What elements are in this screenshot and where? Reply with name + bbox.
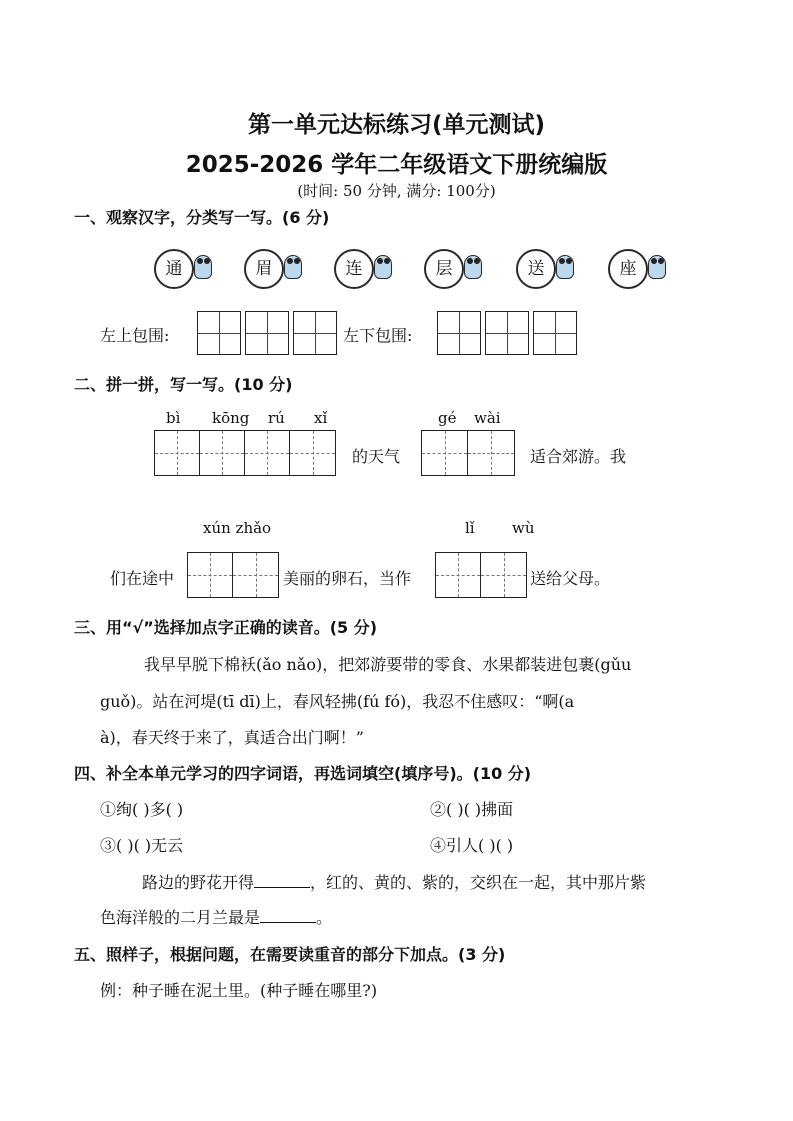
- fill-sentence-line-2: [100, 905, 332, 928]
- writing-box[interactable]: [533, 311, 577, 355]
- idiom-question-4[interactable]: ④引人( )( ): [430, 836, 514, 855]
- pinyin: rú: [268, 409, 285, 427]
- snail-char-3: 连: [334, 243, 396, 293]
- snail-char-6: 座: [608, 243, 670, 293]
- text: 适合郊游。我: [530, 447, 627, 466]
- section-2-heading: 二、拼一拼，写一写。(10 分): [74, 375, 293, 394]
- text: 美丽的卵石，当作: [283, 569, 412, 588]
- pinyin: lǐ: [465, 519, 475, 537]
- idiom-question-1[interactable]: ①绚( )多( ): [100, 800, 184, 819]
- writing-box[interactable]: [485, 311, 529, 355]
- answer-grid-gewai[interactable]: [421, 430, 515, 476]
- pinyin: wù: [512, 519, 535, 537]
- passage-line: guǒ)。站在河堤(tī dī)上，春风轻拂(fú fó)，我忍不住感叹：“啊(a: [100, 692, 575, 711]
- pinyin: gé: [438, 409, 457, 427]
- writing-cell[interactable]: [290, 431, 335, 475]
- section-4-heading: 四、补全本单元学习的四字词语，再选词填空(填序号)。(10 分): [74, 764, 532, 783]
- answer-grid-xunzhao[interactable]: [187, 552, 279, 598]
- pinyin: xǐ: [314, 409, 328, 427]
- exam-info: (时间: 50 分钟, 满分: 100分): [297, 182, 496, 200]
- pinyin: kōng: [212, 409, 250, 427]
- pinyin: wài: [474, 409, 501, 427]
- writing-cell[interactable]: [233, 553, 278, 597]
- writing-cell[interactable]: [436, 553, 481, 597]
- example-sentence: 例：种子睡在泥土里。(种子睡在哪里?): [100, 981, 378, 1000]
- writing-cell[interactable]: [468, 431, 514, 475]
- page-title: 第一单元达标练习(单元测试): [247, 112, 546, 138]
- answer-grid-liwu[interactable]: [435, 552, 527, 598]
- text: 路边的野花开得: [142, 873, 255, 892]
- pinyin: bì: [166, 409, 181, 427]
- idiom-question-2[interactable]: ②( )( )拂面: [430, 800, 514, 819]
- section-3-heading: 三、用“√”选择加点字正确的读音。(5 分): [74, 618, 378, 637]
- writing-cell[interactable]: [155, 431, 200, 475]
- pinyin: xún zhǎo: [203, 519, 272, 537]
- writing-box[interactable]: [245, 311, 289, 355]
- snail-char-4: 层: [424, 243, 486, 293]
- label-lower-left-enclosure: 左下包围:: [343, 326, 413, 345]
- page-subtitle: 2025-2026 学年二年级语文下册统编版: [185, 152, 608, 178]
- snail-char-5: 送: [516, 243, 578, 293]
- writing-cell[interactable]: [188, 553, 233, 597]
- writing-cell[interactable]: [422, 431, 468, 475]
- text: 。: [316, 908, 333, 927]
- snail-char-1: 通: [154, 243, 216, 293]
- writing-box[interactable]: [437, 311, 481, 355]
- label-upper-left-enclosure: 左上包围:: [100, 326, 170, 345]
- snail-char-2: 眉: [244, 243, 306, 293]
- writing-box[interactable]: [293, 311, 337, 355]
- writing-cell[interactable]: [200, 431, 245, 475]
- section-5-heading: 五、照样子，根据问题，在需要读重音的部分下加点。(3 分): [74, 945, 506, 964]
- writing-cell[interactable]: [481, 553, 526, 597]
- passage-line: à)，春天终于来了，真适合出门啊！”: [100, 728, 364, 747]
- fill-blank[interactable]: [260, 908, 316, 923]
- writing-cell[interactable]: [245, 431, 290, 475]
- text: 的天气: [352, 447, 401, 466]
- idiom-question-3[interactable]: ③( )( )无云: [100, 836, 184, 855]
- answer-grid-upper-left[interactable]: [197, 311, 337, 355]
- answer-grid-lower-left[interactable]: [437, 311, 577, 355]
- text: ，红的、黄的、紫的，交织在一起，其中那片紫: [310, 873, 647, 892]
- fill-sentence-line-1: [142, 870, 646, 893]
- passage-line: 我早早脱下棉袄(ǎo nǎo)，把郊游要带的零食、水果都装进包裹(gǔu: [144, 655, 632, 674]
- writing-box[interactable]: [197, 311, 241, 355]
- text: 色海洋般的二月兰最是: [100, 908, 261, 927]
- text: 们在途中: [110, 569, 175, 588]
- answer-grid-biko-ruxi[interactable]: [154, 430, 336, 476]
- section-1-heading: 一、观察汉字，分类写一写。(6 分): [74, 208, 330, 227]
- fill-blank[interactable]: [254, 873, 310, 888]
- text: 送给父母。: [530, 569, 611, 588]
